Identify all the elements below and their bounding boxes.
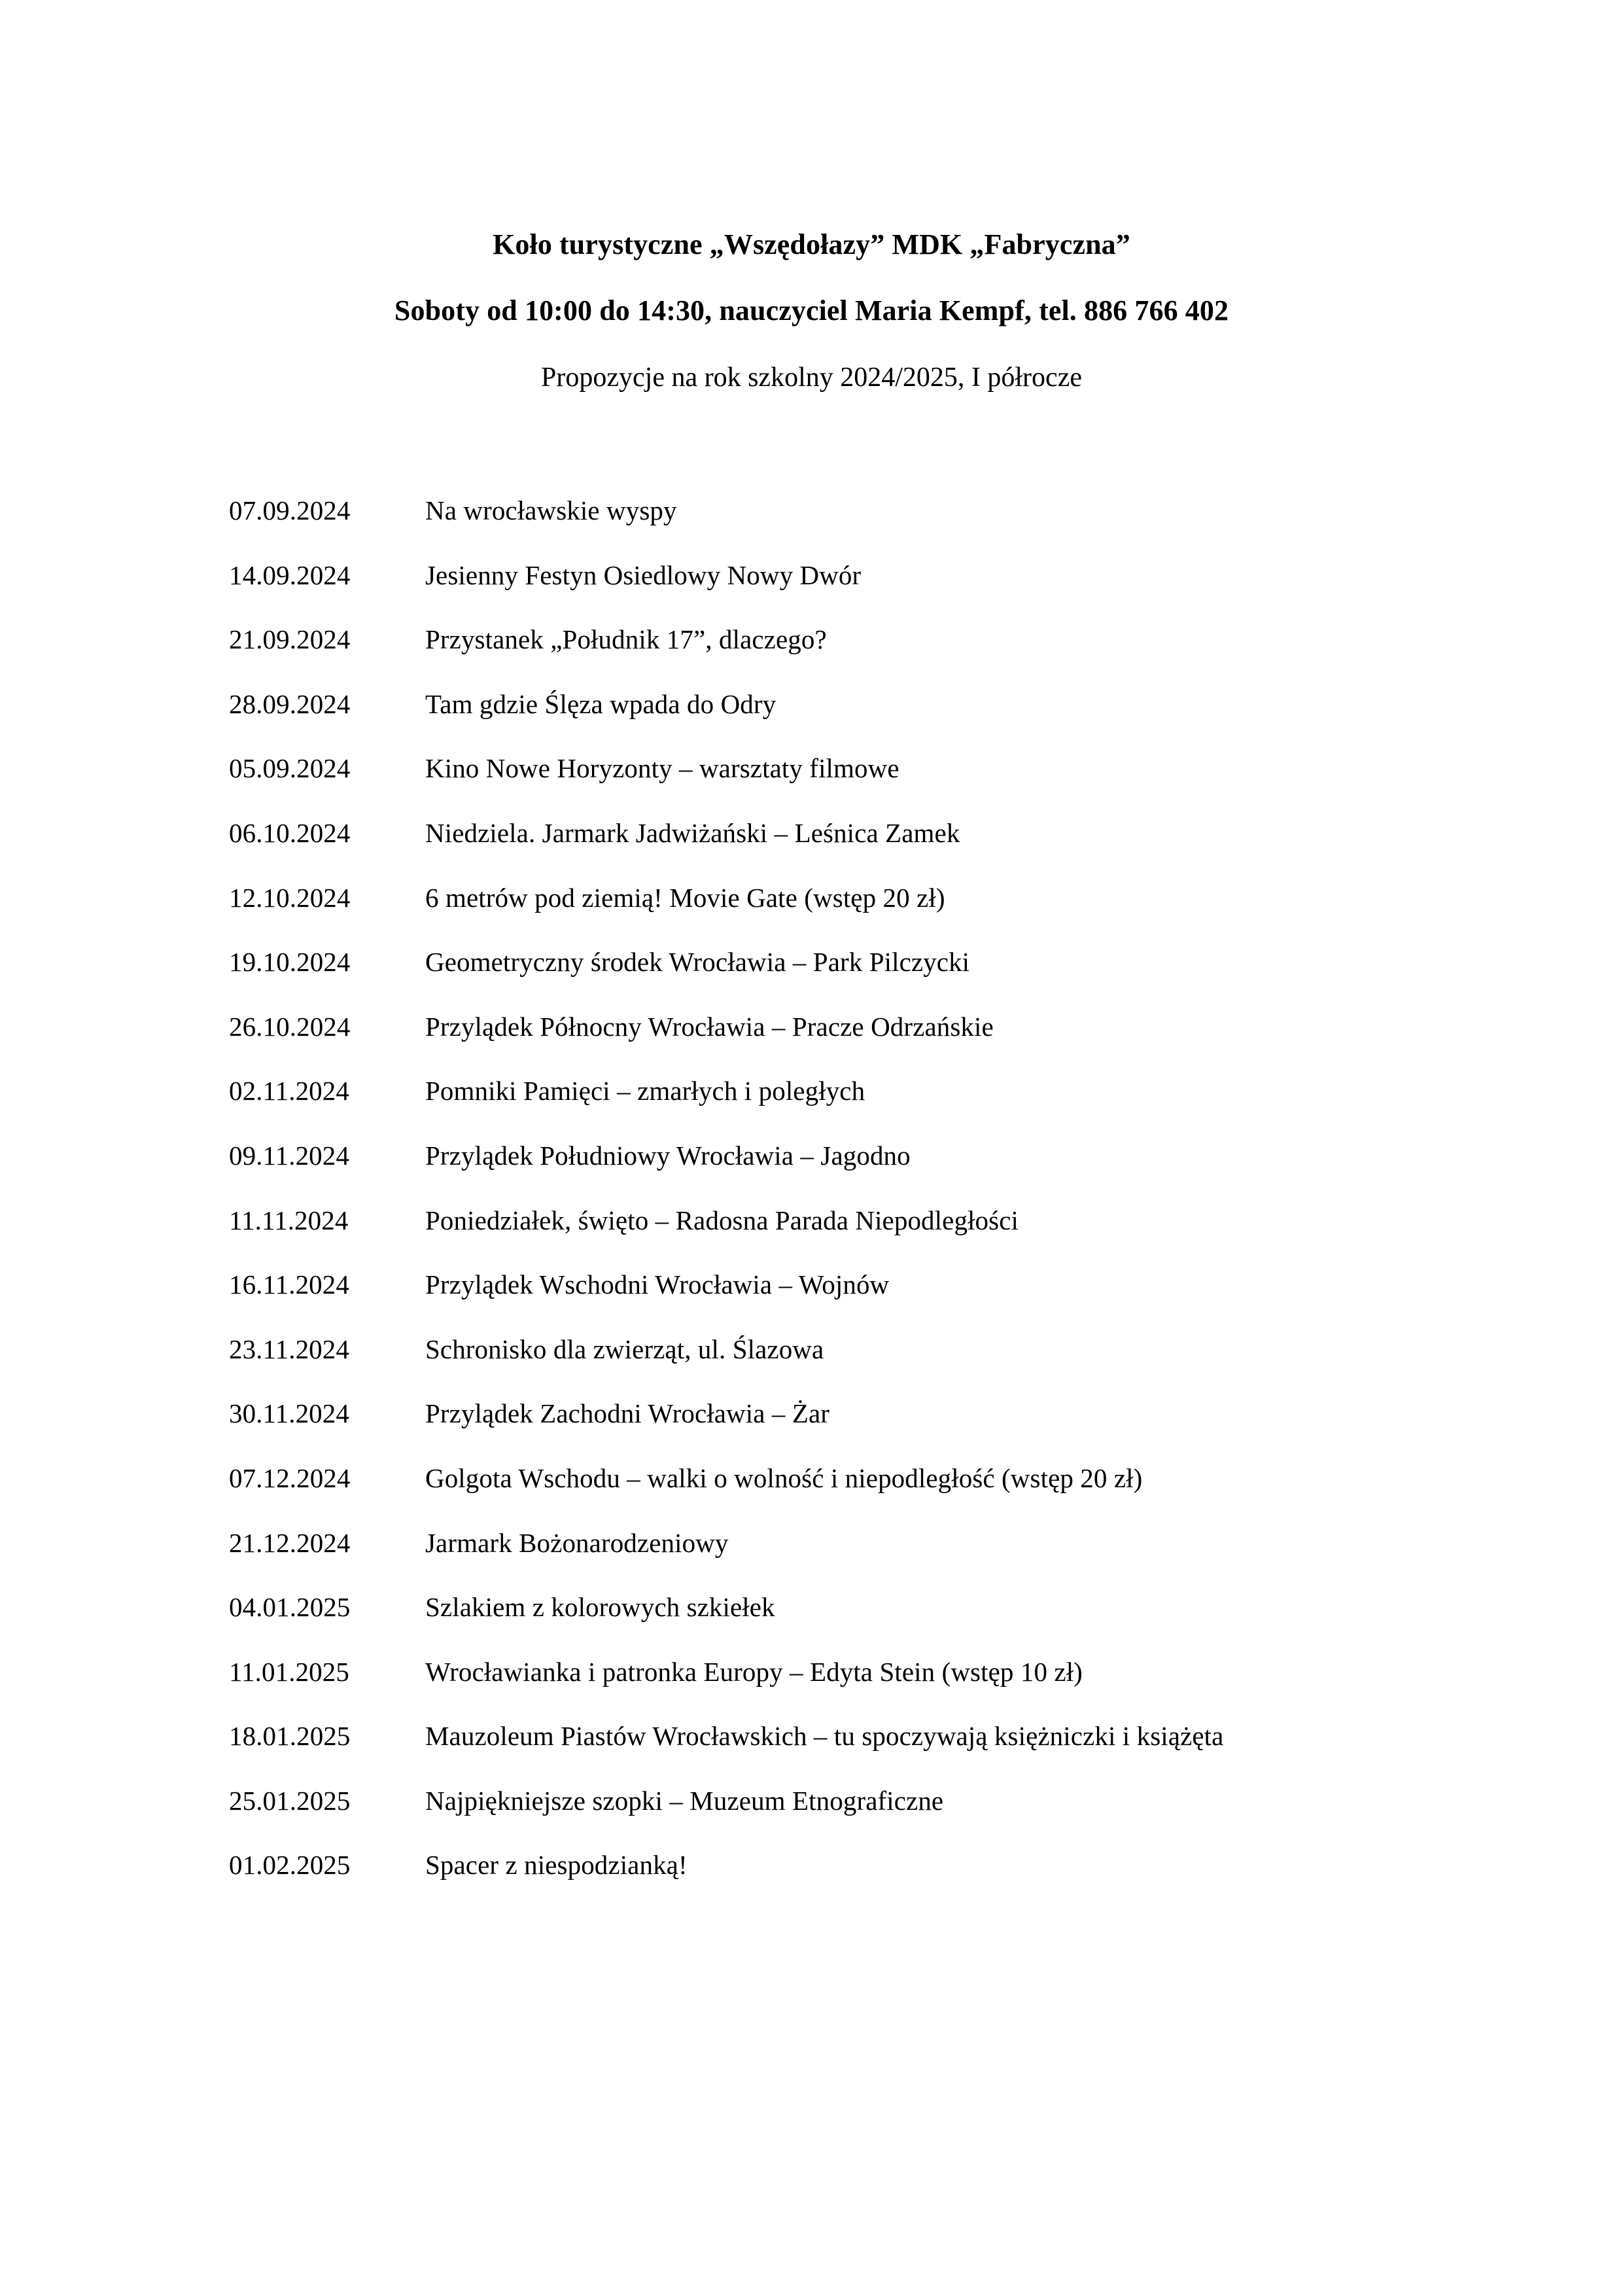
schedule-list: [229, 497, 1544, 1916]
list-item: [229, 755, 1544, 820]
trip-title: Mauzoleum Piastów Wrocławskich – tu spoczywają księżniczki i książęta: [425, 1721, 1224, 1752]
list-item: [229, 1400, 1544, 1465]
trip-date: 07.09.2024: [229, 495, 351, 525]
trip-title: Poniedziałek, święto – Radosna Parada Niepodległości: [425, 1205, 1019, 1235]
list-item: [229, 1078, 1544, 1142]
trip-date: 05.09.2024: [229, 753, 351, 784]
list-item: [229, 688, 1544, 756]
trip-title: Jesienny Festyn Osiedlowy Nowy Dwór: [425, 559, 862, 590]
trip-date: 04.01.2025: [229, 1592, 351, 1623]
trip-title: Tam gdzie Ślęza wpada do Odry: [425, 688, 777, 719]
list-item: [229, 1723, 1544, 1788]
trip-date: 06.10.2024: [229, 817, 351, 848]
trip-title: 6 metrów pod ziemią! Movie Gate (wstęp 20 zł): [425, 882, 945, 913]
trip-date: 28.09.2024: [229, 688, 351, 719]
list-item: [229, 559, 1544, 627]
trip-date: 19.10.2024: [229, 947, 351, 978]
trip-date: 26.10.2024: [229, 1011, 351, 1042]
trip-date: 09.11.2024: [229, 1140, 349, 1171]
trip-date: 01.02.2025: [229, 1850, 351, 1881]
trip-date: 11.01.2025: [229, 1656, 349, 1687]
list-item: [229, 817, 1544, 885]
trip-date: 11.11.2024: [229, 1205, 349, 1235]
trip-date: 21.12.2024: [229, 1527, 351, 1558]
trip-title: Schronisko dla zwierząt, ul. Ślazowa: [425, 1333, 824, 1364]
trip-date: 21.09.2024: [229, 624, 351, 655]
trip-date: 12.10.2024: [229, 882, 351, 913]
list-item: [229, 1333, 1544, 1401]
document-note: Propozycje na rok szkolny 2024/2025, I półrocze: [541, 362, 1082, 393]
list-item: [229, 1594, 1544, 1659]
trip-date: 02.11.2024: [229, 1076, 349, 1106]
trip-date: 30.11.2024: [229, 1398, 349, 1429]
trip-title: Przystanek „Południk 17”, dlaczego?: [425, 624, 827, 655]
trip-title: Przylądek Południowy Wrocławia – Jagodno: [425, 1140, 911, 1171]
trip-title: Kino Nowe Horyzonty – warsztaty filmowe: [425, 753, 899, 784]
trip-title: Na wrocławskie wyspy: [425, 495, 677, 525]
list-item: [229, 626, 1544, 691]
trip-date: 18.01.2025: [229, 1721, 351, 1752]
list-item: [229, 1462, 1544, 1530]
trip-title: Spacer z niespodzianką!: [425, 1850, 688, 1881]
trip-title: Przylądek Wschodni Wrocławia – Wojnów: [425, 1269, 890, 1300]
list-item: [229, 1656, 1544, 1723]
document-header: [0, 230, 1623, 391]
list-item: [229, 1271, 1544, 1336]
trip-date: 07.12.2024: [229, 1462, 351, 1493]
trip-title: Wrocławianka i patronka Europy – Edyta Stein (wstęp 10 zł): [425, 1656, 1083, 1687]
list-item: [229, 1011, 1544, 1078]
trip-title: Szlakiem z kolorowych szkiełek: [425, 1592, 775, 1623]
list-item: [229, 497, 1544, 562]
trip-title: Najpiękniejsze szopki – Muzeum Etnograficzne: [425, 1785, 944, 1816]
trip-date: 14.09.2024: [229, 559, 351, 590]
list-item: [229, 1527, 1544, 1595]
list-item: [229, 1785, 1544, 1852]
trip-date: 23.11.2024: [229, 1333, 349, 1364]
trip-title: Przylądek Północny Wrocławia – Pracze Odrzańskie: [425, 1011, 994, 1042]
list-item: [229, 1852, 1544, 1916]
trip-title: Pomniki Pamięci – zmarłych i poległych: [425, 1076, 865, 1106]
trip-title: Przylądek Zachodni Wrocławia – Żar: [425, 1398, 830, 1429]
trip-title: Golgota Wschodu – walki o wolność i niepodległość (wstęp 20 zł): [425, 1462, 1143, 1493]
trip-title: Niedziela. Jarmark Jadwiżański – Leśnica Zamek: [425, 817, 960, 848]
list-item: [229, 1142, 1544, 1207]
trip-title: Geometryczny środek Wrocławia – Park Pilczycki: [425, 947, 970, 978]
trip-title: Jarmark Bożonarodzeniowy: [425, 1527, 729, 1558]
document-subtitle: Soboty od 10:00 do 14:30, nauczyciel Maria Kempf, tel. 886 766 402: [394, 294, 1229, 327]
trip-date: 16.11.2024: [229, 1269, 349, 1300]
trip-date: 25.01.2025: [229, 1785, 351, 1816]
page-title: Koło turystyczne „Wszędołazy” MDK „Fabryczna”: [493, 228, 1130, 260]
list-item: [229, 1207, 1544, 1272]
list-item: [229, 949, 1544, 1014]
list-item: [229, 882, 1544, 949]
